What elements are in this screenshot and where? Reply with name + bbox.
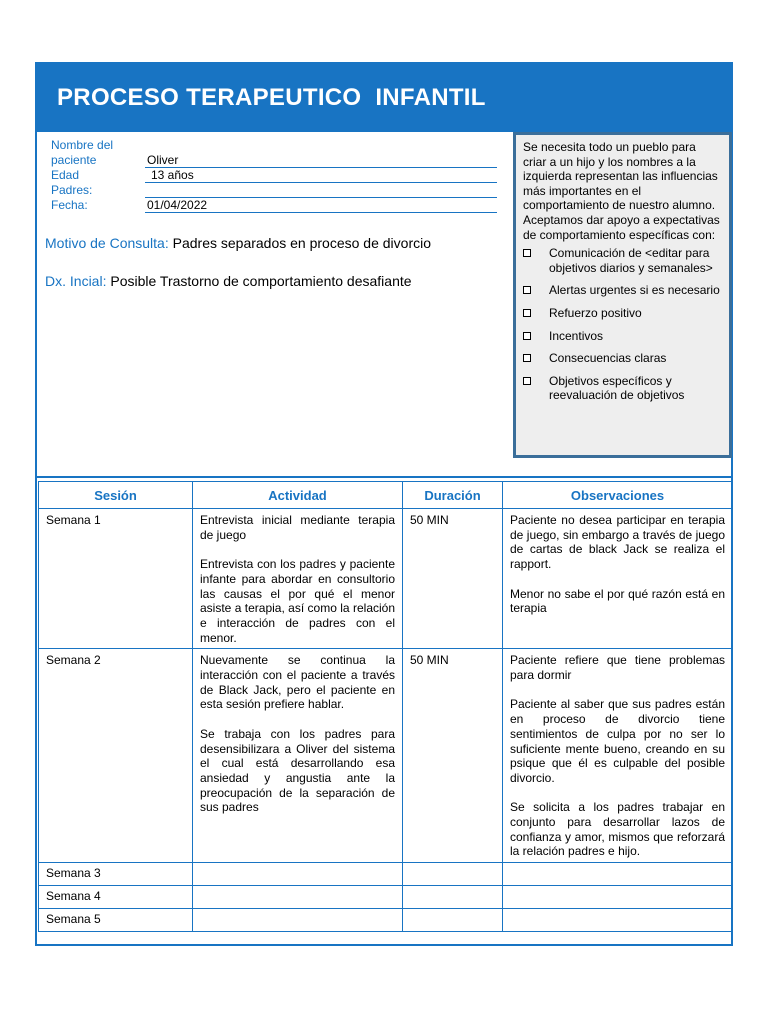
support-checklist <box>523 246 721 403</box>
activity-cell[interactable] <box>193 886 403 909</box>
patient-info <box>51 138 511 213</box>
checklist-item <box>523 283 721 298</box>
section-divider <box>37 476 731 478</box>
motivo-consulta-value: Padres separados en proceso de divorcio <box>168 235 432 251</box>
observations-cell[interactable] <box>503 509 733 649</box>
checkbox-icon[interactable] <box>523 354 531 362</box>
checklist-item <box>523 246 721 275</box>
session-cell[interactable]: Semana 3 <box>39 863 193 886</box>
checkbox-icon[interactable] <box>523 286 531 294</box>
session-cell[interactable]: Semana 2 <box>39 649 193 863</box>
observation-paragraph: Menor no sabe el por qué razón está en terapia <box>510 586 725 616</box>
checklist-item-label: Refuerzo positivo <box>549 305 642 320</box>
duration-cell[interactable] <box>403 863 503 886</box>
activity-cell[interactable] <box>193 509 403 649</box>
patient-age-value[interactable]: 13 años <box>151 168 194 182</box>
header-banner <box>37 64 731 132</box>
table-row <box>39 863 733 886</box>
patient-age-label: Edad <box>51 168 80 182</box>
duration-cell[interactable]: 50 MIN <box>403 509 503 649</box>
checklist-item-label: Incentivos <box>549 328 604 343</box>
table-header-row <box>39 482 733 509</box>
checkbox-icon[interactable] <box>523 309 531 317</box>
table-row <box>39 509 733 649</box>
diagnostico <box>45 273 412 289</box>
patient-date-underline <box>145 212 497 213</box>
observation-paragraph: Paciente no desea participar en terapia de juego, sin embargo a través de juego de cartas de black Jack se realiza el rapport. <box>510 513 725 572</box>
support-info-box <box>513 132 732 458</box>
diagnostico-label: Dx. Incial: <box>45 273 107 289</box>
checkbox-icon[interactable] <box>523 249 531 257</box>
observations-cell[interactable] <box>503 649 733 863</box>
duration-cell[interactable] <box>403 886 503 909</box>
checklist-item <box>523 306 721 321</box>
checklist-item <box>523 351 721 366</box>
activity-paragraph: Entrevista con los padres y paciente infante para abordar en consultorio las causas el por qué el menor asiste a terapia, así como la relación e interacción de padres con el menor. <box>200 557 395 645</box>
patient-parents-row <box>51 183 511 198</box>
activity-cell[interactable] <box>193 909 403 932</box>
table-row <box>39 649 733 863</box>
column-header-sesion: Sesión <box>39 482 193 509</box>
observations-cell[interactable] <box>503 886 733 909</box>
motivo-consulta <box>45 235 431 251</box>
activity-cell[interactable] <box>193 649 403 863</box>
diagnostico-value: Posible Trastorno de comportamiento desafiante <box>106 273 412 289</box>
support-intro-text: Se necesita todo un pueblo para criar a un hijo y los nombres a la izquierda representan las influencias más importantes en el comportamiento de nuestro alumno. Aceptamos dar apoyo a expectativas de comportamiento específicas con: <box>523 140 720 242</box>
patient-name-value[interactable]: Oliver <box>147 153 179 167</box>
page-title: PROCESO TERAPEUTICO INFANTIL <box>57 84 486 111</box>
checklist-item-label: Comunicación de <editar para objetivos diarios y semanales> <box>549 246 713 275</box>
patient-date-label: Fecha: <box>51 198 88 212</box>
patient-age-row <box>51 168 511 183</box>
column-header-actividad: Actividad <box>193 482 403 509</box>
patient-date-value[interactable]: 01/04/2022 <box>147 198 208 212</box>
patient-name-row <box>51 138 511 153</box>
patient-name-row-2 <box>51 153 511 168</box>
checklist-item-label: Objetivos específicos y reevaluación de objetivos <box>549 373 685 403</box>
session-cell[interactable]: Semana 4 <box>39 886 193 909</box>
checkbox-icon[interactable] <box>523 332 531 340</box>
patient-date-row <box>51 198 511 213</box>
session-cell[interactable]: Semana 5 <box>39 909 193 932</box>
sessions-table <box>38 481 733 932</box>
checklist-item <box>523 374 721 403</box>
checklist-item-label: Consecuencias claras <box>549 351 667 366</box>
observations-cell[interactable] <box>503 909 733 932</box>
observation-paragraph: Se solicita a los padres trabajar en conjunto para desarrollar lazos de confianza y amor, mismos que reforzará la relación padres e hijo. <box>510 800 725 859</box>
observation-paragraph: Paciente al saber que sus padres están en proceso de divorcio tiene sentimientos de culpa por no ser lo suficiente mente bueno, creando en su psique que él es culpable del posible divorcio. <box>510 697 725 785</box>
session-cell[interactable]: Semana 1 <box>39 509 193 649</box>
patient-name-label-line1: Nombre del <box>51 138 114 152</box>
activity-cell[interactable] <box>193 863 403 886</box>
checklist-item <box>523 329 721 344</box>
table-row <box>39 909 733 932</box>
activity-paragraph: Se trabaja con los padres para desensibilizara a Oliver del sistema el cual está desarrollando esa ansiedad y angustia ante la preocupación de la separación de sus padres <box>200 726 395 815</box>
document-frame <box>35 62 733 946</box>
activity-paragraph: Nuevamente se continua la interacción con el paciente a través de Black Jack, pero el paciente en esta sesión prefiere hablar. <box>200 653 395 712</box>
duration-cell[interactable] <box>403 909 503 932</box>
activity-paragraph: Entrevista inicial mediante terapia de juego <box>200 513 395 542</box>
duration-cell[interactable]: 50 MIN <box>403 649 503 863</box>
observations-cell[interactable] <box>503 863 733 886</box>
motivo-consulta-label: Motivo de Consulta: <box>45 235 169 251</box>
patient-parents-label: Padres: <box>51 183 93 197</box>
checkbox-icon[interactable] <box>523 377 531 385</box>
column-header-duracion: Duración <box>403 482 503 509</box>
observation-paragraph: Paciente refiere que tiene problemas para dormir <box>510 653 725 683</box>
table-row <box>39 886 733 909</box>
column-header-observaciones: Observaciones <box>503 482 733 509</box>
patient-name-label-line2: paciente <box>51 153 97 167</box>
checklist-item-label: Alertas urgentes si es necesario <box>549 283 720 298</box>
